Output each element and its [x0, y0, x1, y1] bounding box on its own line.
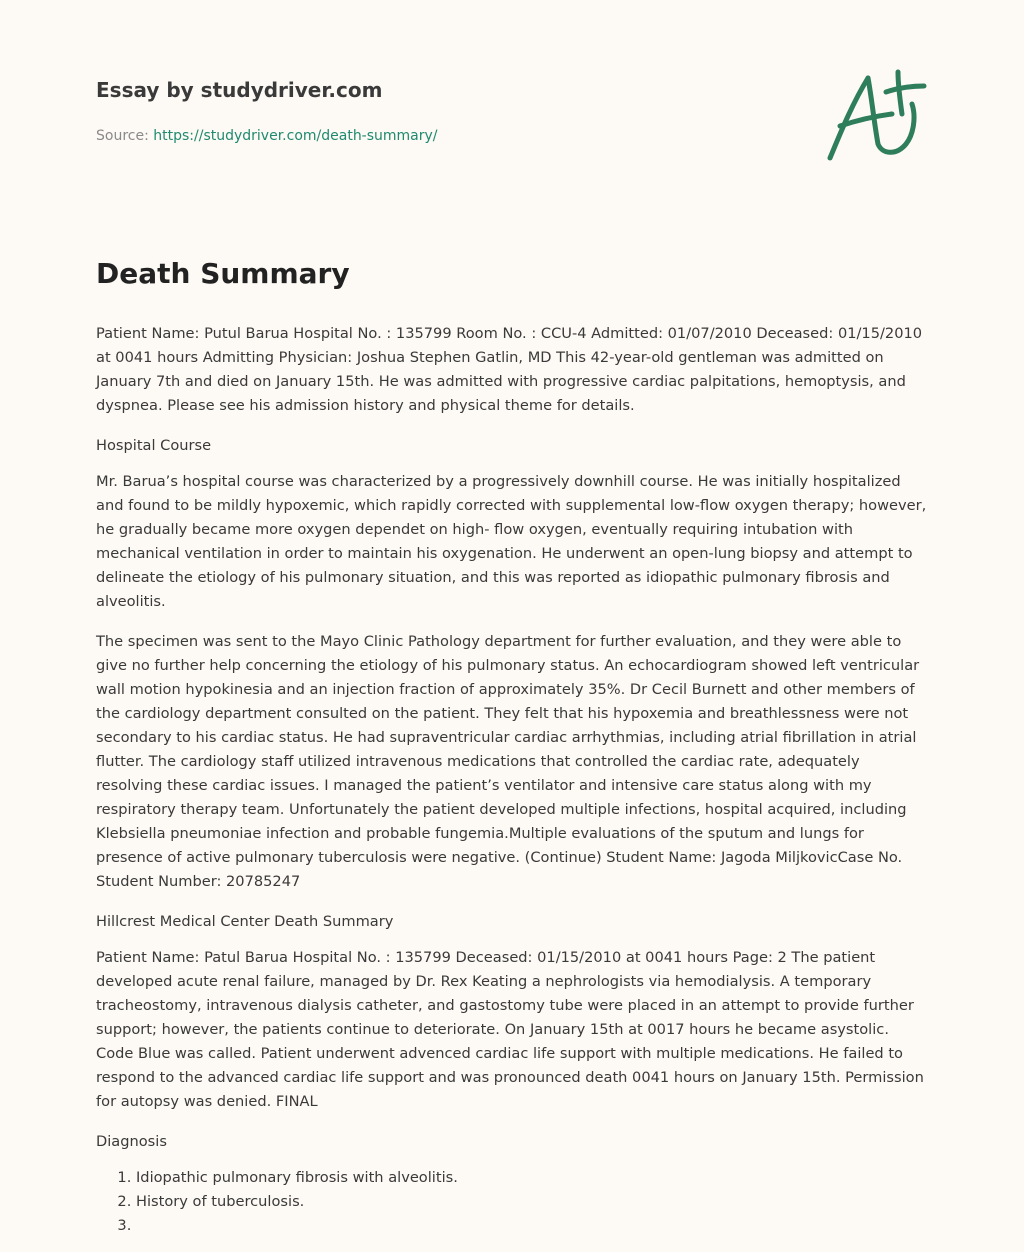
site-title: Essay by studydriver.com [96, 78, 383, 102]
hillcrest-heading: Hillcrest Medical Center Death Summary [96, 913, 394, 930]
hospital-course-heading: Hospital Course [96, 437, 212, 454]
page-two-paragraph: Patient Name: Patul Barua Hospital No. : 135799 Deceased: 01/15/2010 at 0041 hours Page: 2 The patient developed acute renal failure, managed by Dr. Rex Keating a nephrologists via hemodialysis. A temporary tracheostomy, intravenous dialysis catheter, and gastostomy tube were placed in an attempt to provide further support; however, the patients continue to deteriorate. On January 15th at 0017 hours he became asystolic. Code Blue was called. Patient underwent advenced cardiac life support with multiple medications. He failed to respond to the advanced cardiac life support and was pronounced death 0041 hours on January 15th. Permission for autopsy was denied. FINAL [96, 949, 924, 1110]
list-item [136, 1214, 930, 1238]
document-title: Death Summary [96, 257, 350, 290]
source-line [96, 126, 796, 146]
list-item: 2. History of tuberculosis. [136, 1190, 930, 1214]
intro-paragraph: Patient Name: Putul Barua Hospital No. : 135799 Room No. : CCU-4 Admitted: 01/07/2010 Deceased: 01/15/2010 at 0041 hours Admitting Physician: Joshua Stephen Gatlin, MD This 42-year-old gentleman was admitted on January 7th and died on January 15th. He was admitted with progressive cardiac palpitations, hemoptysis, and dyspnea. Please see his admission history and physical theme for details. [96, 325, 923, 414]
source-label: Source: [96, 128, 154, 144]
diagnosis-heading: Diagnosis [96, 1133, 167, 1150]
page-header [96, 76, 796, 146]
document-content [96, 254, 930, 1238]
list-item: 1. Idiopathic pulmonary fibrosis with alveolitis. [136, 1166, 930, 1190]
hospital-course-paragraph: Mr. Barua’s hospital course was characterized by a progressively downhill course. He was initially hospitalized and found to be mildly hypoxemic, which rapidly corrected with supplemental low-flow oxygen therapy; however, he gradually became more oxygen dependet on high- flow oxygen, eventually requiring intubation with mechanical ventilation in order to maintain his oxygenation. He underwent an open-lung biopsy and attempt to delineate the etiology of his pulmonary situation, and this was reported as idiopathic pulmonary fibrosis and alveolitis. [96, 473, 927, 610]
a-plus-icon [818, 64, 930, 168]
source-link[interactable]: https://studydriver.com/death-summary/ [153, 128, 438, 144]
specimen-paragraph: The specimen was sent to the Mayo Clinic Pathology department for further evaluation, and they were able to give no further help concerning the etiology of his pulmonary status. An echocardiogram showed left ventricular wall motion hypokinesia and an injection fraction of approximately 35%. Dr Cecil Burnett and other members of the cardiology department consulted on the patient. They felt that his hypoxemia and breathlessness were not secondary to his cardiac status. He had supraventricular cardiac arrhythmias, including atrial fibrillation in atrial flutter. The cardiology staff utilized intravenous medications that controlled the cardiac rate, adequately resolving these cardiac issues. I managed the patient’s ventilator and intensive care status along with my respiratory therapy team. Unfortunately the patient developed multiple infections, hospital acquired, including Klebsiella pneumoniae infection and probable fungemia.Multiple evaluations of the sputum and lungs for presence of active pulmonary tuberculosis were negative. (Continue) Student Name: Jagoda MiljkovicCase No. Student Number: 20785247 [96, 633, 920, 890]
diagnosis-list [96, 1166, 930, 1238]
